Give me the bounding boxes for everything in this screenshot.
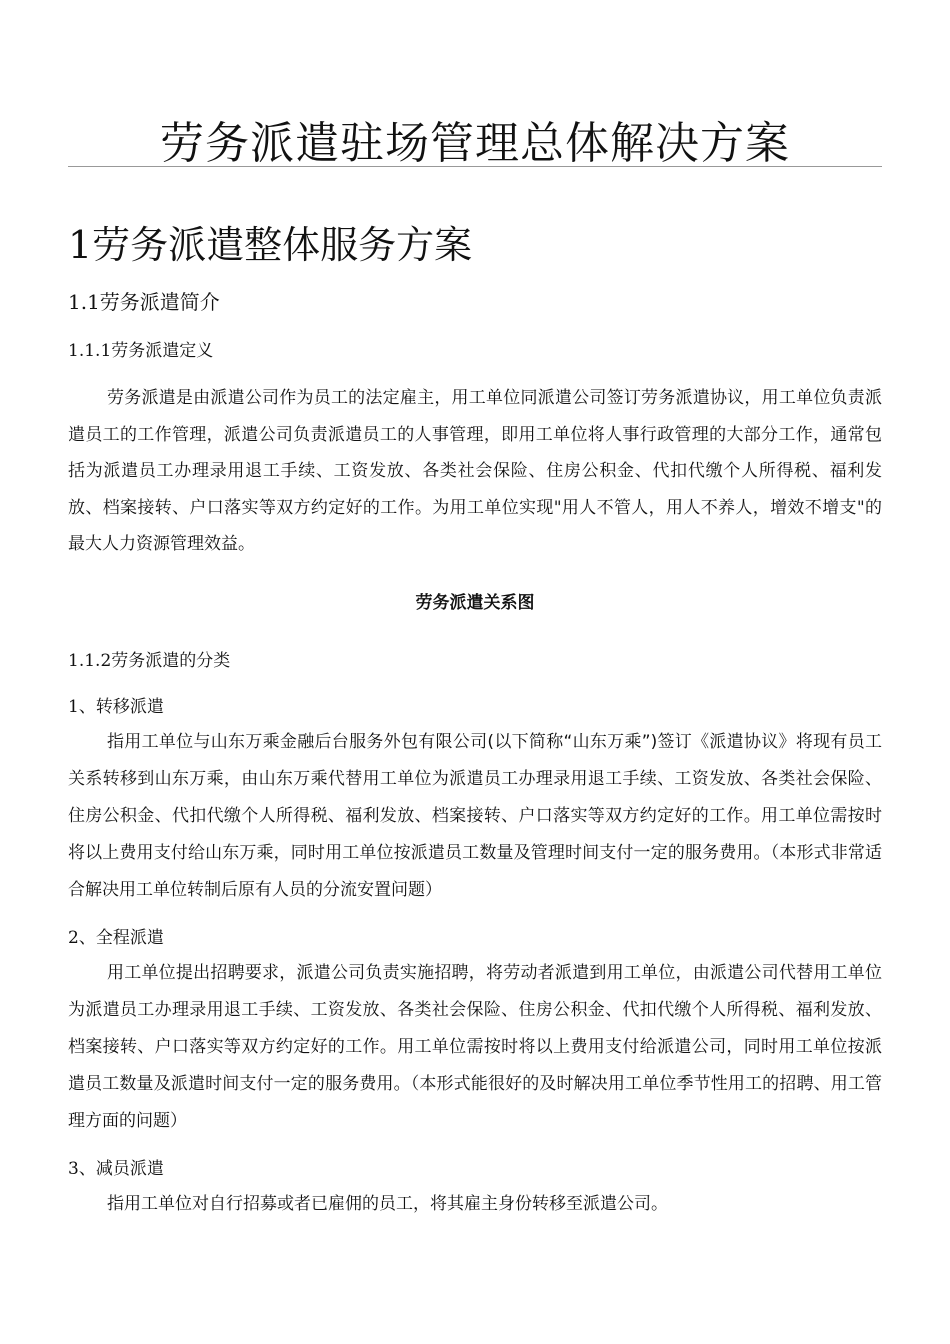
category-label-full: 2、全程派遣 — [68, 928, 164, 948]
category-text-reduction: 指用工单位对自行招募或者已雇佣的员工，将其雇主身份转移至派遣公司。 — [107, 1194, 668, 1214]
category-text-full: 用工单位提出招聘要求，派遣公司负责实施招聘，将劳动者派遣到用工单位，由派遣公司代替用工单位为派遣员工办理录用退工手续、工资发放、各类社会保险、住房公积金、代扣代缴个人所得税、福利发放、档案接转、户口落实等双方约定好的工作。用工单位需按时将以上费用支付给派遣公司，同时用工单位按派遣员工数量及派遣时间支付一定的服务费用。（本形式能很好的及时解决用工单位季节性用工的招聘、用工管理方面的问题） — [68, 963, 882, 1131]
category-text-transfer: 指用工单位与山东万乘金融后台服务外包有限公司(以下简称“山东万乘”)签订《派遣协议》将现有员工关系转移到山东万乘，由山东万乘代替用工单位为派遣员工办理录用退工手续、工资发放、各类社会保险、住房公积金、代扣代缴个人所得税、福利发放、档案接转、户口落实等双方约定好的工作。用工单位需按时将以上费用支付给山东万乘，同时用工单位按派遣员工数量及管理时间支付一定的服务费用。（本形式非常适合解决用工单位转制后原有人员的分流安置问题） — [68, 732, 882, 900]
section-1-1-2-heading: 1.1.2劳务派遣的分类 — [68, 651, 231, 671]
figure-caption: 劳务派遣关系图 — [415, 593, 535, 613]
category-label-transfer: 1、转移派遣 — [68, 697, 164, 717]
title-divider — [68, 166, 882, 167]
document-title: 劳务派遣驻场管理总体解决方案 — [160, 118, 790, 169]
section-1-heading: 1劳务派遣整体服务方案 — [68, 223, 473, 267]
section-1-1-heading: 1.1劳务派遣简介 — [68, 290, 220, 314]
definition-paragraph: 劳务派遣是由派遣公司作为员工的法定雇主，用工单位同派遣公司签订劳务派遣协议，用工单位负责派遣员工的工作管理，派遣公司负责派遣员工的人事管理，即用工单位将人事行政管理的大部分工作，通常包括为派遣员工办理录用退工手续、工资发放、各类社会保险、住房公积金、代扣代缴个人所得税、福利发放、档案接转、户口落实等双方约定好的工作。为用工单位实现"用人不管人，用人不养人，增效不增支"的最大人力资源管理效益。 — [68, 388, 882, 554]
category-label-reduction: 3、减员派遣 — [68, 1159, 164, 1179]
section-1-1-1-heading: 1.1.1劳务派遣定义 — [68, 341, 214, 361]
